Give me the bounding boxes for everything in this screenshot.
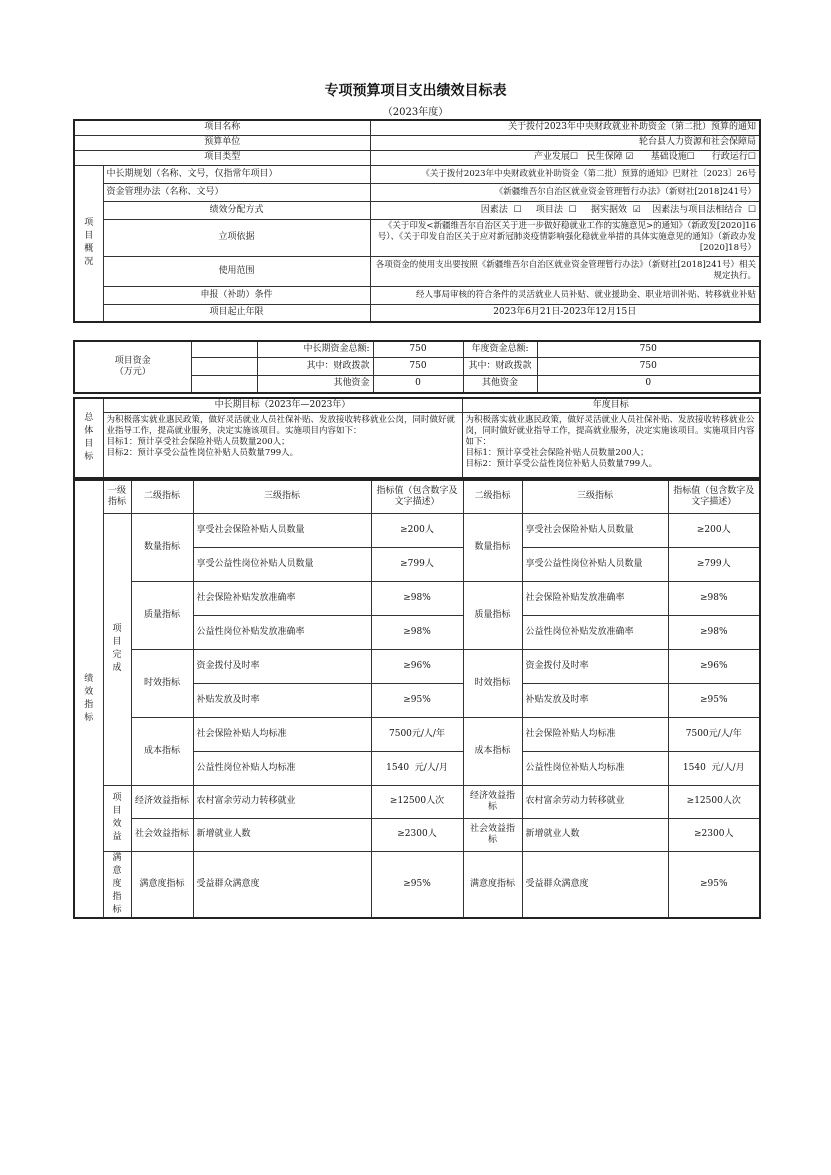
h-l3-year: 三级指标 <box>522 480 668 513</box>
alloc-method-label: 绩效分配方式 <box>103 201 370 219</box>
year-goal-text: 为积极落实就业惠民政策，做好灵活就业人员社保补贴、发放接收转移就业公岗，同时做好就业指导工作，提高就业服务，决定实施该项目。实施项目内容如下： 目标1：预计享受社会保险补贴人员数量200人； 目标2：预计享受公益性岗位补贴人员数量799人。 <box>462 412 760 478</box>
mid-total-label: 中长期资金总额: <box>257 341 373 357</box>
mid-fiscal: 750 <box>373 357 463 375</box>
mid-plan-value: 《关于拨付2023年中央财政就业补助资金（第二批）预算的通知》巴财社〔2023〕26号 <box>370 165 760 183</box>
l2-cost-year: 成本指标 <box>463 717 522 785</box>
l2-satisfaction-year: 满意度指标 <box>463 851 522 918</box>
performance-table: 绩效指标 一级指标 二级指标 三级指标 指标值（包含数字及文字描述） 二级指标 三级指标 指标值（包含数字及文字描述） 项目完成 数量指标 享受社会保险补贴人员数量 ≥200人 数量指标 享受社会保险补贴人员数量 ≥200人 享受公益性岗位补贴人员数量 ≥799人 享受公益性岗位补贴人员数量 ≥799人 质量指标 社会保险补贴发放准确率 ≥98% 质量指标 社会保险补贴发放准确率 ≥98% 公益性岗位补贴发放准确率 ≥98% 公益性岗位补贴发放准确率 ≥98% 时效指标 资金拨付及时率 ≥96% 时效指标 资金拨付及时率 ≥96% 补贴发放及时率 ≥95% 补贴发放及时率 ≥95% 成本指标 社会保险补贴人均标准 7500元/人/年 成本指标 社会保险补贴人均标准 7500元/人/年 公益性岗位补贴人均标准 1540 元/人/月 公益性岗位补贴人均标准 1540 元/人/月 项目效益 经济效益指标 农村富余劳动力转移就业 ≥12500人次 经济效益指标 农村富余劳动力转移就业 ≥12500人次 社会效益指标 新增就业人数 ≥2300人 社会效益指标 新增就业人数 ≥2300人 满意度指标 满意度指标 受益群众满意度 ≥95% 满意度指标 受益群众满意度 ≥95% <box>73 479 761 919</box>
mid-plan-label: 中长期规划（名称、文号，仅指常年项目） <box>103 165 370 183</box>
table-row: 农村富余劳动力转移就业 <box>193 785 371 818</box>
scope-label: 使用范围 <box>103 256 370 286</box>
year-fiscal-label: 其中：财政拨款 <box>463 357 537 375</box>
funds-section-label: 项目资金 （万元） <box>74 341 191 393</box>
mid-goal-text: 为积极落实就业惠民政策，做好灵活就业人员社保补贴、发放接收转移就业公岗，同时做好就业指导工作，提高就业服务，决定实施该项目。实施项目内容如下： 目标1：预计享受社会保险补贴人员数量200人； 目标2：预计享受公益性岗位补贴人员数量799人。 <box>103 412 462 478</box>
scope-value: 各项资金的使用支出要按照《新疆维吾尔自治区就业资金管理暂行办法》（新财社[2018]241号）相关规定执行。 <box>370 256 760 286</box>
table-row: 公益性岗位补贴发放准确率 <box>193 615 371 649</box>
project-name-label: 项目名称 <box>74 120 370 135</box>
h-val-year: 指标值（包含数字及文字描述） <box>668 480 760 513</box>
page-title: 专项预算项目支出绩效目标表 <box>324 83 507 99</box>
mid-other: 0 <box>373 375 463 393</box>
table-row: 社会保险补贴发放准确率 <box>193 581 371 615</box>
budget-unit: 轮台县人力资源和社会保障局 <box>370 135 760 150</box>
table-row: 资金拨付及时率 <box>193 649 371 683</box>
table-row: 公益性岗位补贴人均标准 <box>193 751 371 785</box>
fund-mgmt-value: 《新疆维吾尔自治区就业资金管理暂行办法》（新财社[2018]241号） <box>370 183 760 201</box>
project-period-value: 2023年6月21日-2023年12月15日 <box>370 304 760 322</box>
apply-condition-value: 经人事局审核的符合条件的灵活就业人员补贴、就业援助金、职业培训补贴、转移就业补贴 <box>370 286 760 304</box>
basis-value: 《关于印发<新疆维吾尔自治区关于进一步做好稳就业工作的实施意见>的通知》（新政发[2020]16号）、《关于印发自治区关于应对新冠肺炎疫情影响强化稳就业举措的具体实施意见的通知》（新政办发[2020]18号） <box>370 219 760 256</box>
project-type: 产业发展☐ 民生保障 ☑ 基础设施☐ 行政运行☐ <box>370 150 760 165</box>
l2-timeliness-year: 时效指标 <box>463 649 522 717</box>
mid-total: 750 <box>373 341 463 357</box>
l2-quantity-year: 数量指标 <box>463 513 522 581</box>
table-row: 补贴发放及时率 <box>193 683 371 717</box>
alloc-method-value: 因素法 ☐ 项目法 ☐ 据实据效 ☑ 因素法与项目法相结合 ☐ <box>370 201 760 219</box>
mid-other-label: 其他资金 <box>257 375 373 393</box>
group-benefit: 项目效益 <box>103 785 131 851</box>
l2-quality: 质量指标 <box>131 581 193 649</box>
table-row: 社会保险补贴人均标准 <box>193 717 371 751</box>
overview-section-label: 项目概况 <box>74 165 103 322</box>
h-val: 指标值（包含数字及文字描述） <box>371 480 463 513</box>
l2-economic: 经济效益指标 <box>131 785 193 818</box>
mid-fiscal-label: 其中：财政拨款 <box>257 357 373 375</box>
project-period-label: 项目起止年限 <box>103 304 370 322</box>
year-fiscal: 750 <box>537 357 760 375</box>
goals-section-label: 总体目标 <box>74 398 103 478</box>
h-l1: 一级指标 <box>103 480 131 513</box>
apply-condition-label: 申报（补助）条件 <box>103 286 370 304</box>
goals-table <box>73 397 761 479</box>
mid-goal-label: 中长期目标（2023年—2023年） <box>103 398 462 412</box>
fiscal-year: （2023年度） <box>382 107 449 118</box>
year-other-label: 其他资金 <box>463 375 537 393</box>
l2-economic-year: 经济效益指标 <box>463 785 522 818</box>
project-info-table <box>73 119 761 323</box>
l2-cost: 成本指标 <box>131 717 193 785</box>
l2-timeliness: 时效指标 <box>131 649 193 717</box>
perf-section-label: 绩效指标 <box>74 480 103 918</box>
basis-label: 立项依据 <box>103 219 370 256</box>
l2-quality-year: 质量指标 <box>463 581 522 649</box>
table-row: 享受公益性岗位补贴人员数量 <box>193 547 371 581</box>
h-l2-year: 二级指标 <box>463 480 522 513</box>
year-total-label: 年度资金总额: <box>463 341 537 357</box>
year-total: 750 <box>537 341 760 357</box>
l2-quantity: 数量指标 <box>131 513 193 581</box>
l2-social-year: 社会效益指标 <box>463 818 522 851</box>
table-row: 享受社会保险补贴人员数量 <box>193 513 371 547</box>
h-l2: 二级指标 <box>131 480 193 513</box>
h-l3: 三级指标 <box>193 480 371 513</box>
table-row: 新增就业人数 <box>193 818 371 851</box>
budget-unit-label: 预算单位 <box>74 135 370 150</box>
group-satisfaction: 满意度指标 <box>103 851 131 918</box>
funds-table <box>73 340 761 394</box>
group-completion: 项目完成 <box>103 513 131 785</box>
l2-social: 社会效益指标 <box>131 818 193 851</box>
table-row: 受益群众满意度 <box>193 851 371 918</box>
project-type-label: 项目类型 <box>74 150 370 165</box>
year-goal-label: 年度目标 <box>462 398 760 412</box>
project-name: 关于拨付2023年中央财政就业补助资金（第二批）预算的通知 <box>370 120 760 135</box>
l2-satisfaction: 满意度指标 <box>131 851 193 918</box>
fund-mgmt-label: 资金管理办法（名称、文号） <box>103 183 370 201</box>
year-other: 0 <box>537 375 760 393</box>
